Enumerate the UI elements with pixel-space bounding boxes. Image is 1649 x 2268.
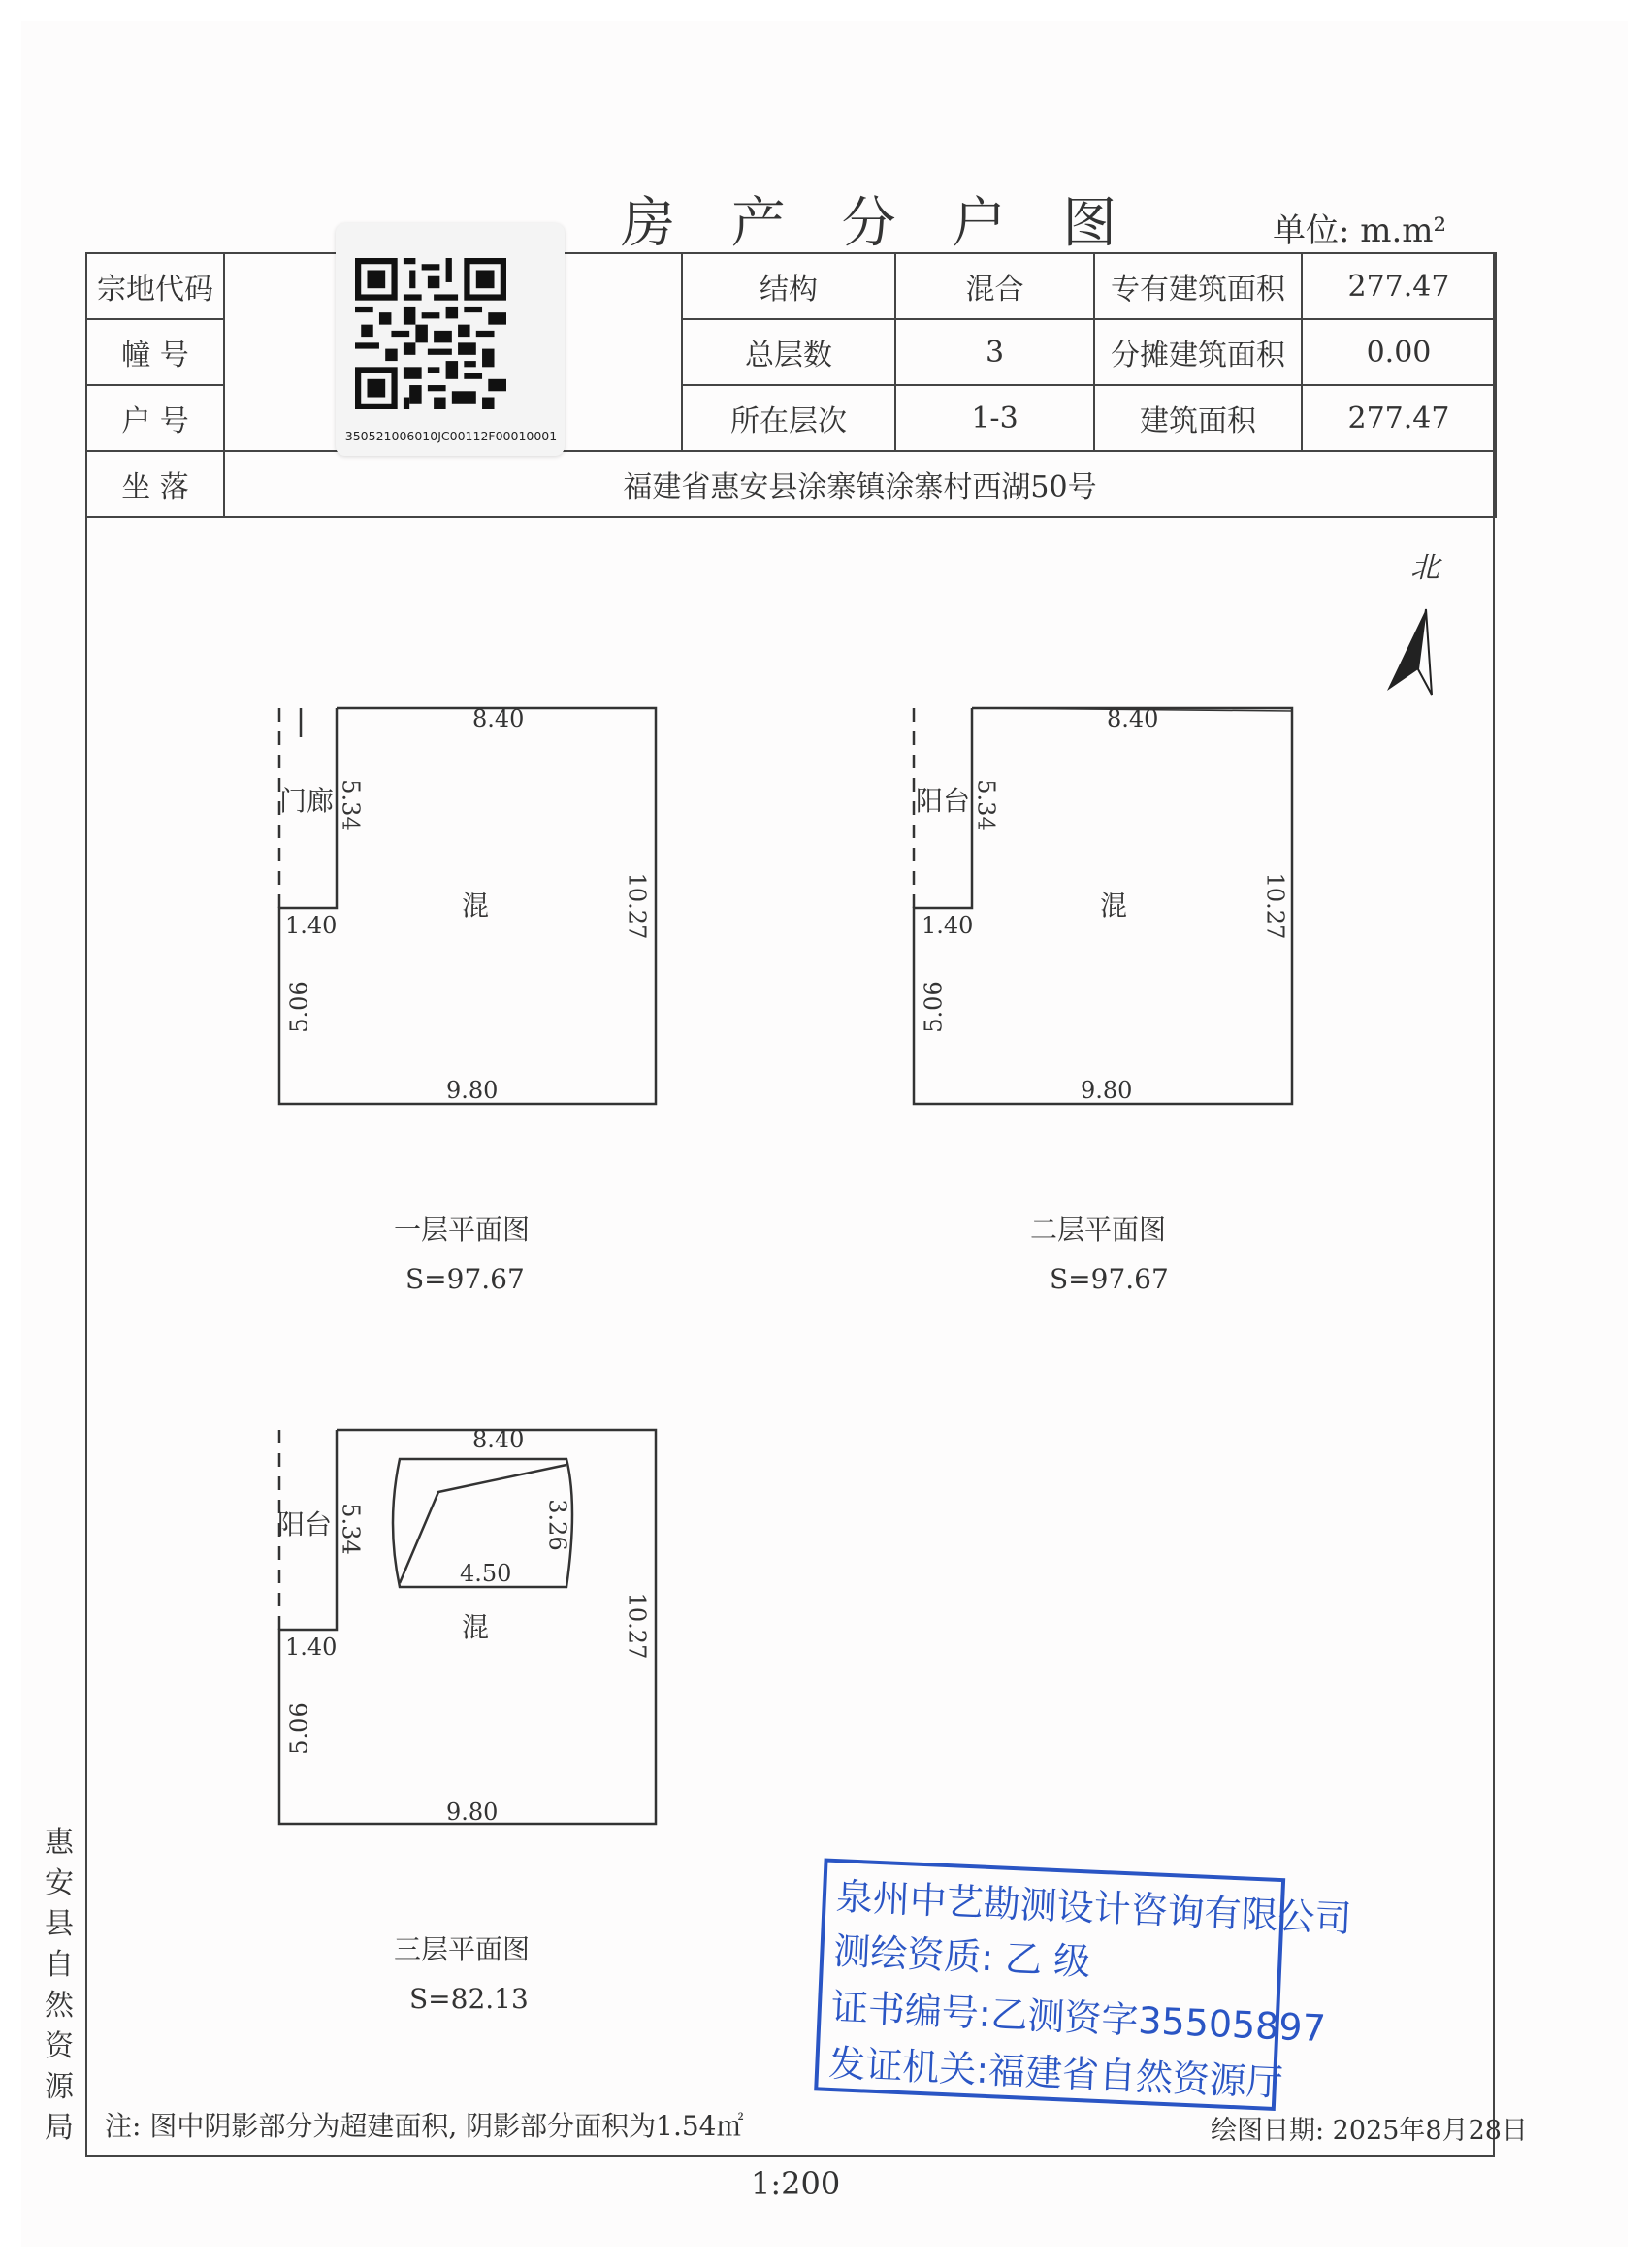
building-area-label: 建筑面积 — [1094, 385, 1302, 451]
qr-code-number: 350521006010JC00112F00010001 — [344, 429, 558, 443]
plan1-top-dim: 8.40 — [472, 705, 525, 732]
footnote: 注: 图中阴影部分为超建面积, 阴影部分面积为1.54㎡ — [105, 2110, 744, 2142]
building-area-value: 277.47 — [1302, 385, 1496, 451]
plan3-room-label: 混 — [462, 1611, 490, 1643]
exclusive-area-label: 专有建筑面积 — [1094, 253, 1302, 319]
company-stamp — [818, 1864, 1353, 2114]
stamp-line-qualification: 测绘资质: 乙 级 — [832, 1929, 1092, 1984]
plan3-right-dim: 10.27 — [623, 1592, 651, 1660]
plan2-area: S=97.67 — [1050, 1263, 1169, 1295]
side-text-char: 局 — [45, 2111, 74, 2145]
plan3-top-dim: 8.40 — [472, 1426, 525, 1453]
plan1-left-lower-dim: 5.06 — [285, 981, 313, 1033]
plan2-right-dim: 10.27 — [1261, 872, 1289, 940]
plan3-inner-width-dim: 4.50 — [460, 1560, 512, 1587]
plan1-room-label: 混 — [462, 890, 490, 922]
floor-label: 所在层次 — [682, 385, 895, 451]
total-floors-value: 3 — [895, 319, 1094, 385]
stamp-line-company: 泉州中艺勘测设计咨询有限公司 — [834, 1875, 1353, 1941]
plan2-left-upper-dim: 5.34 — [972, 779, 1000, 831]
plan2-balcony-label: 阳台 — [916, 785, 971, 817]
plan1-step-dim: 1.40 — [285, 912, 338, 939]
plan1-right-dim: 10.27 — [623, 872, 651, 940]
building-no-label: 幢 号 — [86, 319, 224, 385]
side-text-char: 自 — [45, 1948, 74, 1982]
shared-area-value: 0.00 — [1302, 319, 1496, 385]
plan3-left-lower-dim: 5.06 — [285, 1702, 313, 1755]
floor-value: 1-3 — [895, 385, 1094, 451]
structure-label: 结构 — [682, 253, 895, 319]
total-floors-label: 总层数 — [682, 319, 895, 385]
plan1-left-upper-dim: 5.34 — [337, 779, 365, 831]
north-label: 北 — [1410, 551, 1439, 585]
side-text-char: 惠 — [45, 1826, 74, 1860]
plan2-step-dim: 1.40 — [922, 912, 974, 939]
scale-label: 1:200 — [751, 2165, 841, 2202]
location-label: 坐 落 — [86, 451, 224, 517]
side-text-char: 安 — [45, 1866, 74, 1900]
side-text-char: 资 — [45, 2029, 74, 2063]
plan3-area: S=82.13 — [409, 1983, 529, 2015]
plan2-top-dim: 8.40 — [1107, 705, 1159, 732]
plan2-bottom-dim: 9.80 — [1081, 1077, 1133, 1104]
plan1-porch-label: 门廊 — [279, 785, 335, 817]
plan3-name: 三层平面图 — [394, 1933, 531, 1965]
north-arrow-icon — [1387, 609, 1432, 695]
plan1-name: 一层平面图 — [394, 1214, 531, 1246]
side-text-char: 县 — [45, 1907, 74, 1941]
drawing-date: 绘图日期: 2025年8月28日 — [1211, 2116, 1528, 2146]
plan2-left-lower-dim: 5.06 — [920, 981, 948, 1033]
plan3-inner-height-dim: 3.26 — [543, 1499, 571, 1551]
plan1-bottom-dim: 9.80 — [446, 1077, 499, 1104]
stamp-line-certificate: 证书编号:乙测资字35505897 — [829, 1985, 1327, 2051]
plan1-area: S=97.67 — [405, 1263, 525, 1295]
plan2-room-label: 混 — [1100, 890, 1128, 922]
exclusive-area-value: 277.47 — [1302, 253, 1496, 319]
shared-area-label: 分摊建筑面积 — [1094, 319, 1302, 385]
unit-no-label: 户 号 — [86, 385, 224, 451]
address-value: 福建省惠安县涂寨镇涂寨村西湖50号 — [224, 451, 1496, 517]
stamp-line-issuer: 发证机关:福建省自然资源厅 — [827, 2041, 1284, 2105]
unit-label: 单位: m.m² — [1273, 211, 1447, 250]
plan3-balcony-label: 阳台 — [277, 1508, 333, 1540]
parcel-code-label: 宗地代码 — [86, 253, 224, 319]
side-text-char: 然 — [45, 1989, 74, 2023]
plan3-bottom-dim: 9.80 — [446, 1798, 499, 1826]
plan2-name: 二层平面图 — [1030, 1214, 1167, 1246]
side-text-char: 源 — [45, 2070, 74, 2104]
plan3-step-dim: 1.40 — [285, 1634, 338, 1661]
plan3-left-upper-dim: 5.34 — [337, 1503, 365, 1555]
page-title: 房 产 分 户 图 — [621, 192, 1137, 255]
structure-value: 混合 — [895, 253, 1094, 319]
